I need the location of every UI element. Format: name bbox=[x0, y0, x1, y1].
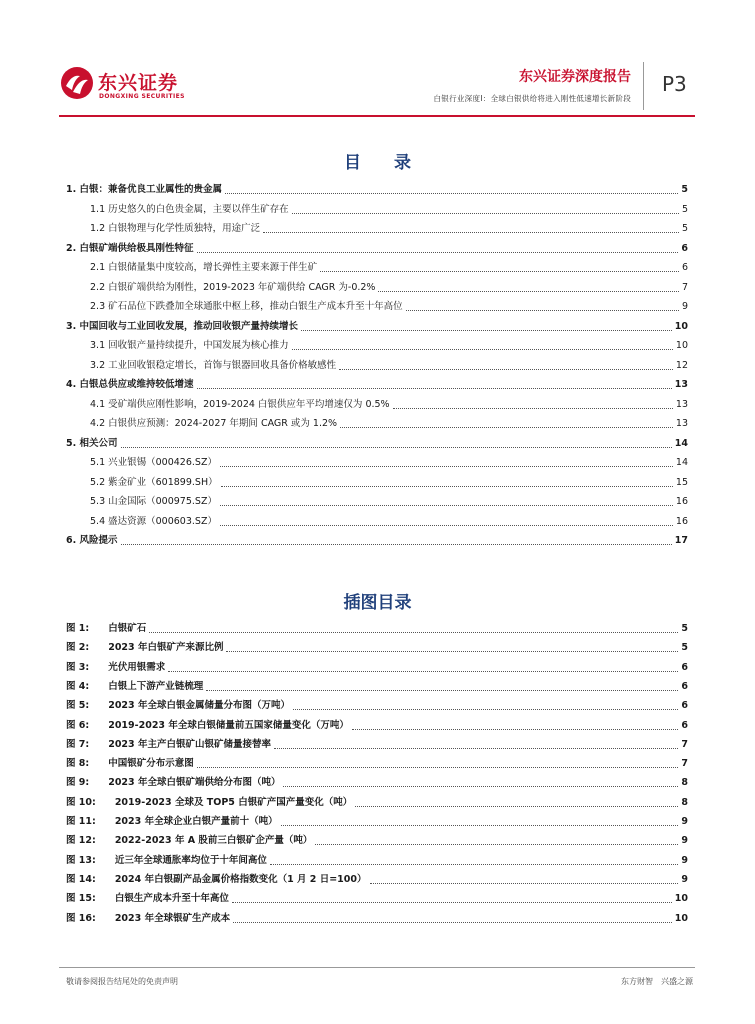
figure-entry[interactable] bbox=[66, 870, 688, 886]
page-number: P3 bbox=[662, 72, 687, 96]
logo-text-cn: 东兴证券 bbox=[98, 72, 179, 94]
figure-entry-page: 9 bbox=[681, 873, 688, 885]
figure-entry[interactable] bbox=[66, 773, 688, 789]
figure-entry-label: 图 13: 近三年全球通胀率均位于十年间高位 bbox=[66, 854, 267, 866]
figure-entry[interactable] bbox=[66, 812, 688, 828]
figure-entry-label: 图 7: 2023 年主产白银矿山银矿储量接替率 bbox=[66, 738, 271, 750]
toc-entry-label: 2.1 白银储量集中度较高，增长弹性主要来源于伴生矿 bbox=[90, 262, 318, 273]
dot-leader bbox=[220, 505, 673, 506]
toc-entry-label: 1.1 历史悠久的白色贵金属，主要以伴生矿存在 bbox=[90, 203, 289, 215]
toc-entry[interactable] bbox=[66, 531, 688, 547]
toc-entry[interactable] bbox=[90, 258, 688, 274]
figure-entry-page: 7 bbox=[681, 758, 688, 770]
toc-entry-page: 16 bbox=[675, 496, 688, 507]
figure-entry[interactable] bbox=[66, 793, 688, 809]
figure-entry-label: 图 14: 2024 年白银副产品金属价格指数变化（1 月 2 日=100） bbox=[66, 873, 367, 885]
footer-rule bbox=[59, 967, 695, 968]
figure-entry-label: 图 9: 2023 年全球白银矿端供给分布图（吨） bbox=[66, 777, 281, 789]
dot-leader bbox=[226, 651, 678, 652]
figure-entry[interactable] bbox=[66, 638, 688, 654]
toc-entry-label: 2.2 白银矿端供给为刚性，2019-2023 年矿端供给 CAGR 为-0.2% bbox=[90, 281, 376, 293]
dot-leader bbox=[281, 825, 679, 826]
dot-leader bbox=[149, 632, 678, 633]
page-header bbox=[0, 0, 755, 120]
toc-entry[interactable] bbox=[90, 395, 688, 411]
figure-entry-page: 9 bbox=[681, 835, 688, 847]
toc-entry[interactable] bbox=[90, 297, 688, 313]
figure-entry-label: 图 6: 2019-2023 年全球白银储量前五国家储量变化（万吨） bbox=[66, 719, 349, 731]
figure-entry-label: 图 8: 中国银矿分布示意图 bbox=[66, 758, 194, 770]
toc-entry[interactable] bbox=[66, 317, 688, 333]
toc-entry[interactable] bbox=[66, 375, 688, 391]
toc-entry-page: 10 bbox=[674, 320, 688, 332]
figure-entry-page: 5 bbox=[681, 623, 688, 634]
toc-entry-page: 14 bbox=[675, 457, 688, 468]
figure-entry-label: 图 3: 光伏用银需求 bbox=[66, 661, 166, 673]
figure-entry-label: 图 16: 2023 年全球银矿生产成本 bbox=[66, 912, 231, 924]
toc-entry[interactable] bbox=[66, 180, 688, 196]
dot-leader bbox=[270, 864, 679, 865]
toc-entry[interactable] bbox=[90, 200, 688, 216]
toc-entry[interactable] bbox=[66, 239, 688, 255]
dot-leader bbox=[197, 767, 679, 768]
figure-entry-label: 图 1: 白银矿石 bbox=[66, 623, 147, 634]
toc-entry-page: 7 bbox=[681, 281, 688, 293]
toc-entry-page: 5 bbox=[681, 203, 688, 215]
figure-entry[interactable] bbox=[66, 696, 688, 712]
dot-leader bbox=[293, 709, 678, 710]
dot-leader bbox=[378, 291, 678, 292]
figure-entry[interactable] bbox=[66, 735, 688, 751]
toc-entry[interactable] bbox=[90, 219, 688, 235]
toc-entry[interactable] bbox=[66, 434, 688, 450]
dot-leader bbox=[232, 902, 672, 903]
logo-text-en: DONGXING SECURITIES bbox=[99, 93, 185, 100]
toc-entry-label: 5.2 紫金矿业（601899.SH） bbox=[90, 476, 218, 488]
toc-entry-label: 4.2 白银供应预测：2024-2027 年期间 CAGR 或为 1.2% bbox=[90, 418, 338, 429]
toc-entry-label: 5.4 盛达资源（000603.SZ） bbox=[90, 515, 217, 527]
dot-leader bbox=[355, 806, 678, 807]
toc-entry-page: 16 bbox=[675, 515, 688, 527]
figure-entry-page: 9 bbox=[681, 816, 688, 827]
disclaimer-note: 敬请参阅报告结尾处的免责声明 bbox=[66, 977, 178, 986]
figure-entry-label: 图 15: 白银生产成本升至十年高位 bbox=[66, 893, 229, 905]
dot-leader bbox=[393, 408, 673, 409]
figure-entry-page: 8 bbox=[681, 777, 688, 789]
figure-entry[interactable] bbox=[66, 889, 688, 905]
dot-leader bbox=[339, 369, 673, 370]
figure-entry-label: 图 11: 2023 年全球企业白银产量前十（吨） bbox=[66, 816, 278, 827]
report-subtitle: 白银行业深度Ⅰ：全球白银供给将进入刚性低速增长新阶段 bbox=[433, 94, 631, 103]
report-type: 东兴证券深度报告 bbox=[519, 69, 631, 85]
header-divider bbox=[643, 62, 644, 110]
toc-entry[interactable] bbox=[90, 278, 688, 294]
dot-leader bbox=[406, 310, 679, 311]
toc-entry-page: 6 bbox=[681, 262, 688, 273]
toc-entry-label: 4. 白银总供应或维持较低增速 bbox=[66, 379, 194, 390]
toc-entry[interactable] bbox=[90, 336, 688, 352]
dot-leader bbox=[220, 525, 673, 526]
toc-entry[interactable] bbox=[90, 414, 688, 430]
toc-entry-page: 9 bbox=[681, 301, 688, 312]
toc-entry-page: 6 bbox=[681, 242, 688, 254]
toc-entry-page: 17 bbox=[674, 535, 688, 546]
toc-entry-label: 1.2 白银物理与化学性质独特，用途广泛 bbox=[90, 223, 261, 234]
figure-entry[interactable] bbox=[66, 619, 688, 635]
figure-entry[interactable] bbox=[66, 754, 688, 770]
dot-leader bbox=[221, 486, 673, 487]
toc-entry-label: 2. 白银矿端供给极具刚性特征 bbox=[66, 242, 194, 254]
dot-leader bbox=[301, 330, 672, 331]
figure-entry-page: 5 bbox=[681, 642, 688, 654]
toc-entry-label: 6. 风险提示 bbox=[66, 535, 118, 546]
dot-leader bbox=[197, 388, 672, 389]
toc-entry[interactable] bbox=[90, 453, 688, 469]
toc-entry-label: 1. 白银：兼备优良工业属性的贵金属 bbox=[66, 184, 223, 195]
figure-entry-label: 图 4: 白银上下游产业链梳理 bbox=[66, 680, 204, 692]
toc-entry-page: 14 bbox=[674, 437, 688, 449]
toc-entry-page: 13 bbox=[675, 418, 688, 429]
toc-entry-page: 15 bbox=[675, 476, 688, 488]
dot-leader bbox=[340, 427, 673, 428]
toc-entry-page: 5 bbox=[681, 223, 688, 234]
figure-entry-page: 6 bbox=[681, 700, 688, 712]
figure-entry-label: 图 10: 2019-2023 全球及 TOP5 白银矿产国产量变化（吨） bbox=[66, 796, 353, 808]
dot-leader bbox=[274, 748, 678, 749]
figure-entry-page: 6 bbox=[681, 661, 688, 673]
dot-leader bbox=[206, 690, 678, 691]
dot-leader bbox=[121, 447, 672, 448]
figure-entry[interactable] bbox=[66, 716, 688, 732]
figure-list-title: 插图目录 bbox=[343, 593, 412, 613]
figure-entry[interactable] bbox=[66, 851, 688, 867]
dot-leader bbox=[220, 466, 673, 467]
figure-entry-page: 10 bbox=[674, 912, 688, 924]
dot-leader bbox=[283, 786, 678, 787]
figure-entry-label: 图 5: 2023 年全球白银金属储量分布图（万吨） bbox=[66, 700, 290, 712]
dot-leader bbox=[263, 232, 679, 233]
figure-entry-label: 图 12: 2022-2023 年 A 股前三白银矿企产量（吨） bbox=[66, 835, 313, 847]
dot-leader bbox=[320, 271, 679, 272]
figure-entry[interactable] bbox=[66, 909, 688, 925]
dot-leader bbox=[197, 252, 679, 253]
figure-entry-page: 9 bbox=[681, 854, 688, 866]
toc-entry-label: 5.3 山金国际（000975.SZ） bbox=[90, 496, 217, 507]
figure-entry-page: 10 bbox=[674, 893, 688, 905]
dot-leader bbox=[292, 213, 679, 214]
dot-leader bbox=[352, 729, 679, 730]
toc-entry-label: 5.1 兴业银锡（000426.SZ） bbox=[90, 457, 217, 468]
toc-entry[interactable] bbox=[90, 473, 688, 489]
toc-title: 目 录 bbox=[344, 153, 419, 173]
dot-leader bbox=[168, 671, 678, 672]
toc-entry-label: 4.1 受矿端供应刚性影响，2019-2024 白银供应年平均增速仅为 0.5% bbox=[90, 398, 390, 410]
dot-leader bbox=[370, 883, 679, 884]
toc-entry[interactable] bbox=[90, 356, 688, 372]
toc-entry-label: 3. 中国回收与工业回收发展，推动回收银产量持续增长 bbox=[66, 320, 299, 332]
dot-leader bbox=[233, 922, 672, 923]
figure-entry[interactable] bbox=[66, 677, 688, 693]
figure-entry[interactable] bbox=[66, 831, 688, 847]
header-rule bbox=[59, 115, 695, 117]
dot-leader bbox=[292, 349, 673, 350]
dongxing-logo-icon bbox=[60, 66, 94, 100]
dot-leader bbox=[121, 544, 672, 545]
toc-entry-label: 3.2 工业回收银稳定增长，首饰与银器回收具备价格敏感性 bbox=[90, 359, 337, 371]
figure-entry-page: 8 bbox=[681, 796, 688, 808]
toc-entry[interactable] bbox=[90, 492, 688, 508]
figure-entry-page: 7 bbox=[681, 738, 688, 750]
toc-entry-page: 13 bbox=[675, 398, 688, 410]
figure-entry[interactable] bbox=[66, 658, 688, 674]
toc-entry-label: 3.1 回收银产量持续提升，中国发展为核心推力 bbox=[90, 340, 289, 351]
toc-entry-page: 12 bbox=[675, 359, 688, 371]
toc-entry-label: 5. 相关公司 bbox=[66, 437, 118, 449]
toc-entry-page: 13 bbox=[674, 379, 688, 390]
toc-entry[interactable] bbox=[90, 512, 688, 528]
footer-slogan: 东方财智 兴盛之源 bbox=[621, 977, 693, 986]
dot-leader bbox=[225, 193, 678, 194]
figure-entry-label: 图 2: 2023 年白银矿产来源比例 bbox=[66, 642, 224, 654]
toc-entry-page: 10 bbox=[675, 340, 688, 351]
figure-entry-page: 6 bbox=[681, 719, 688, 731]
company-logo bbox=[60, 66, 190, 106]
toc-entry-label: 2.3 矿石品位下跌叠加全球通胀中枢上移，推动白银生产成本升至十年高位 bbox=[90, 301, 403, 312]
toc-entry-page: 5 bbox=[681, 184, 688, 195]
figure-entry-page: 6 bbox=[681, 680, 688, 692]
dot-leader bbox=[315, 844, 678, 845]
